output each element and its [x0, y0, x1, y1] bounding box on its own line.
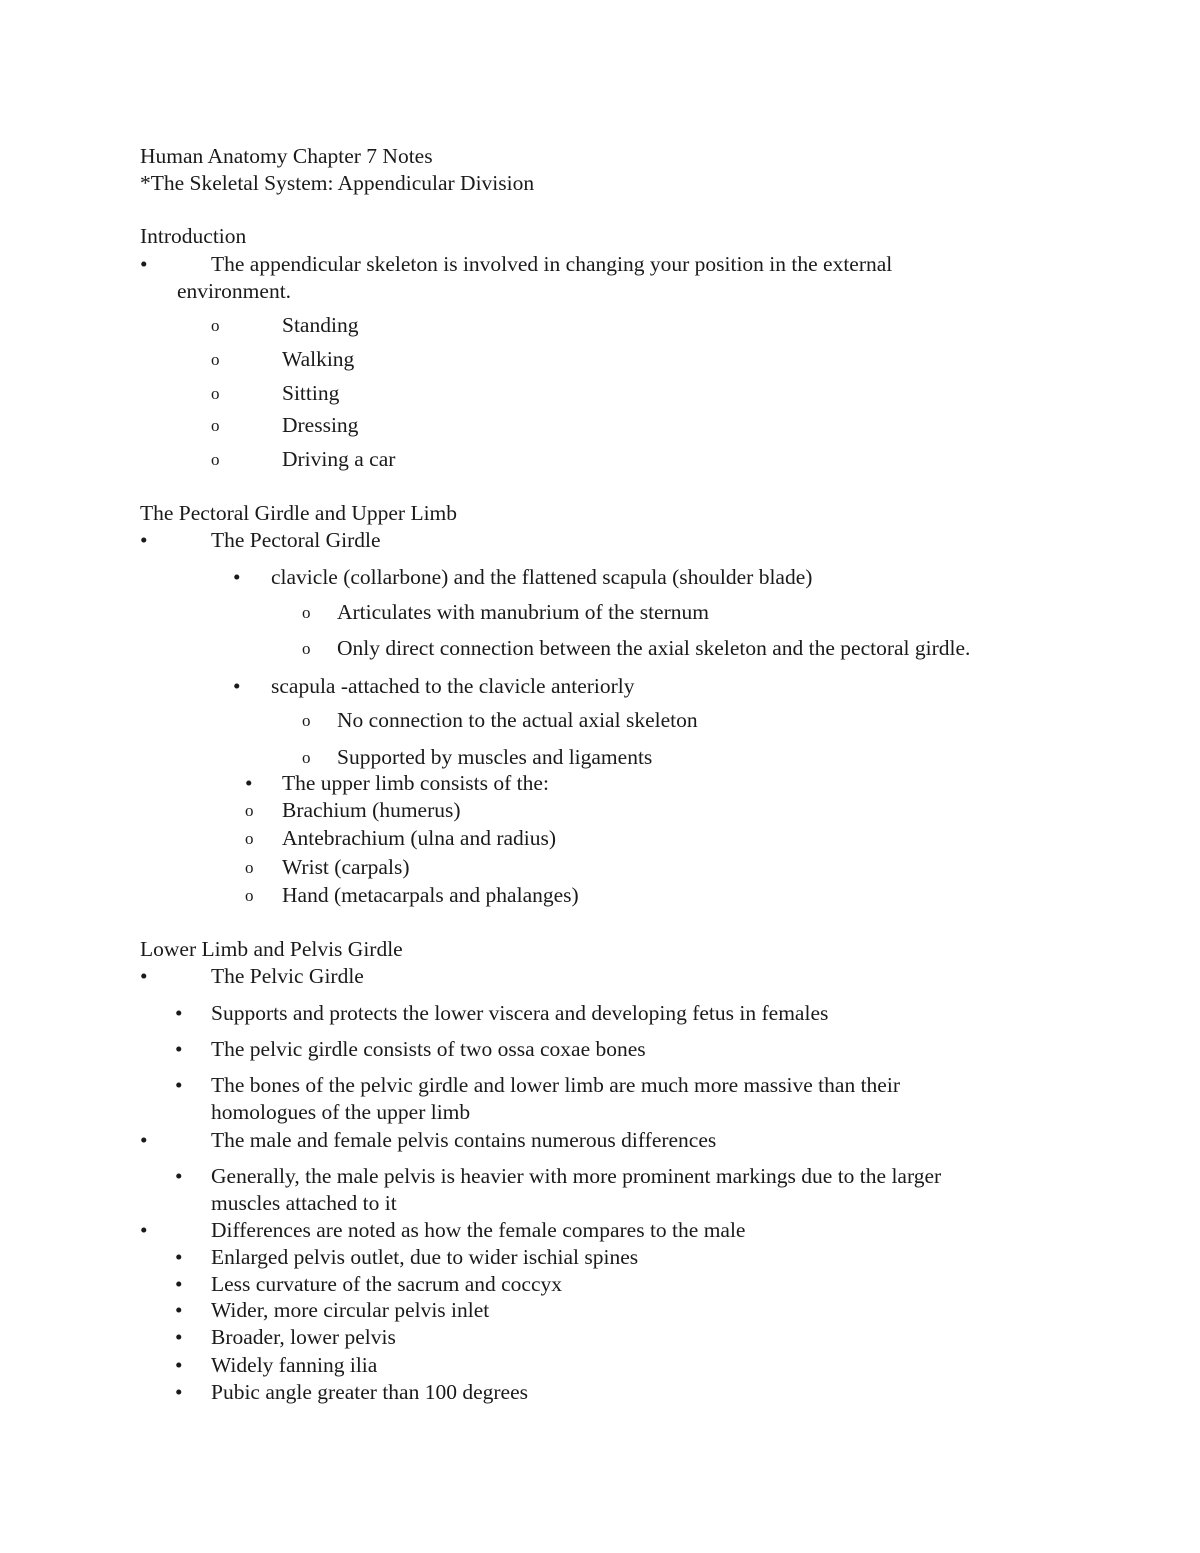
sub-bullet-marker: o — [302, 748, 311, 767]
list-item: Only direct connection between the axial skeleton and the pectoral girdle. — [337, 636, 971, 660]
sub-bullet-marker: o — [302, 711, 311, 730]
bullet-marker: • — [140, 964, 148, 988]
sub-bullet-marker: o — [302, 639, 311, 658]
list-item: Supports and protects the lower viscera and developing fetus in females — [211, 1001, 829, 1025]
list-item: The pelvic girdle consists of two ossa coxae bones — [211, 1037, 646, 1061]
sub-bullet-marker: o — [211, 384, 220, 403]
list-item-continuation: homologues of the upper limb — [211, 1100, 471, 1124]
list-item-continuation: muscles attached to it — [211, 1191, 397, 1215]
bullet-marker: • — [175, 1164, 183, 1188]
bullet-marker: • — [140, 252, 148, 276]
list-item: Widely fanning ilia — [211, 1353, 378, 1377]
bullet-marker: • — [175, 1272, 183, 1296]
sub-bullet-marker: o — [211, 316, 220, 335]
list-item: The Pectoral Girdle — [211, 528, 381, 552]
list-item-continuation: environment. — [177, 279, 292, 303]
list-item: The upper limb consists of the: — [282, 771, 549, 795]
bullet-marker: • — [140, 1218, 148, 1242]
sub-bullet-marker: o — [211, 416, 220, 435]
list-item: scapula -attached to the clavicle anteriorly — [271, 674, 635, 698]
sub-bullet-marker: o — [245, 829, 254, 848]
bullet-marker: • — [245, 771, 253, 795]
section-heading-lower-limb: Lower Limb and Pelvis Girdle — [140, 937, 403, 961]
bullet-marker: • — [175, 1325, 183, 1349]
list-item: Hand (metacarpals and phalanges) — [282, 883, 579, 907]
list-item: The bones of the pelvic girdle and lower limb are much more massive than their — [211, 1073, 900, 1097]
bullet-marker: • — [175, 1353, 183, 1377]
bullet-marker: • — [175, 1073, 183, 1097]
sub-bullet-marker: o — [211, 350, 220, 369]
list-item: Pubic angle greater than 100 degrees — [211, 1380, 528, 1404]
list-item: The appendicular skeleton is involved in changing your position in the external — [211, 252, 893, 276]
list-item: Driving a car — [282, 447, 396, 471]
bullet-marker: • — [233, 565, 241, 589]
list-item: clavicle (collarbone) and the flattened scapula (shoulder blade) — [271, 565, 813, 589]
bullet-marker: • — [175, 1298, 183, 1322]
bullet-marker: • — [140, 1128, 148, 1152]
sub-bullet-marker: o — [245, 886, 254, 905]
list-item: Enlarged pelvis outlet, due to wider ischial spines — [211, 1245, 639, 1269]
sub-bullet-marker: o — [245, 801, 254, 820]
list-item: Supported by muscles and ligaments — [337, 745, 653, 769]
list-item: Antebrachium (ulna and radius) — [282, 826, 557, 850]
list-item: Walking — [282, 347, 355, 371]
list-item: Dressing — [282, 413, 359, 437]
list-item: Articulates with manubrium of the sternum — [337, 600, 709, 624]
list-item: Differences are noted as how the female compares to the male — [211, 1218, 746, 1242]
bullet-marker: • — [140, 528, 148, 552]
bullet-marker: • — [175, 1037, 183, 1061]
section-heading-introduction: Introduction — [140, 224, 247, 248]
sub-bullet-marker: o — [302, 603, 311, 622]
bullet-marker: • — [233, 674, 241, 698]
sub-bullet-marker: o — [211, 450, 220, 469]
list-item: The male and female pelvis contains numerous differences — [211, 1128, 717, 1152]
doc-subtitle: *The Skeletal System: Appendicular Division — [140, 171, 535, 195]
bullet-marker: • — [175, 1245, 183, 1269]
list-item: No connection to the actual axial skeleton — [337, 708, 698, 732]
list-item: Broader, lower pelvis — [211, 1325, 396, 1349]
list-item: Less curvature of the sacrum and coccyx — [211, 1272, 563, 1296]
list-item: Wider, more circular pelvis inlet — [211, 1298, 490, 1322]
sub-bullet-marker: o — [245, 858, 254, 877]
list-item: Brachium (humerus) — [282, 798, 461, 822]
list-item: Wrist (carpals) — [282, 855, 410, 879]
bullet-marker: • — [175, 1380, 183, 1404]
list-item: Standing — [282, 313, 359, 337]
list-item: Sitting — [282, 381, 340, 405]
section-heading-pectoral: The Pectoral Girdle and Upper Limb — [140, 501, 458, 525]
bullet-marker: • — [175, 1001, 183, 1025]
list-item: The Pelvic Girdle — [211, 964, 364, 988]
list-item: Generally, the male pelvis is heavier with more prominent markings due to the larger — [211, 1164, 942, 1188]
doc-title: Human Anatomy Chapter 7 Notes — [140, 144, 433, 168]
